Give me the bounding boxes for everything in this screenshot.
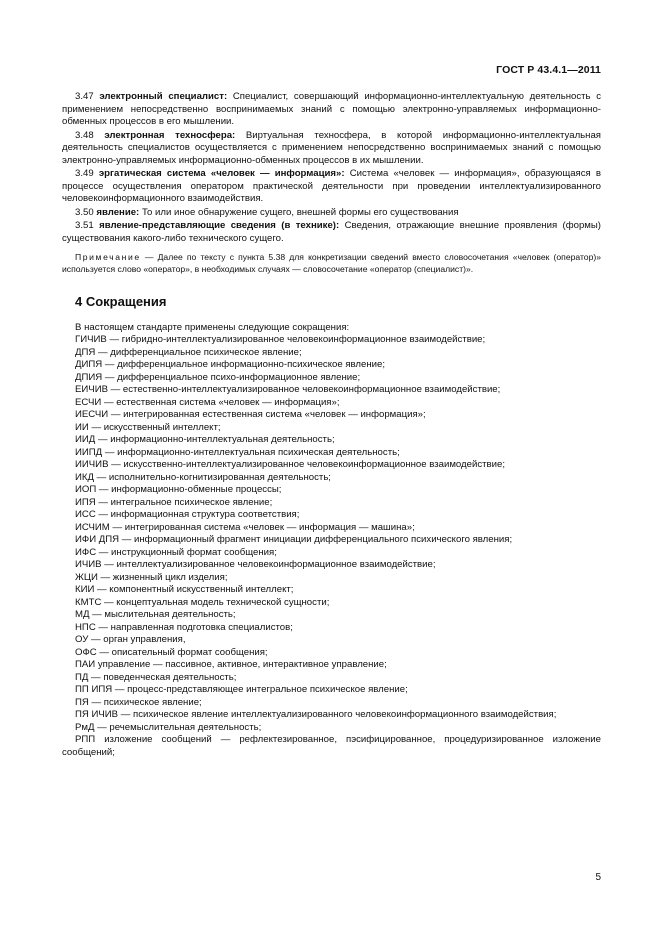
abbreviation-item: ИПЯ — интегральное психическое явление;: [75, 496, 273, 508]
note-label: Примечание: [75, 252, 141, 262]
definition-term: явление:: [96, 206, 140, 218]
definition-item: [62, 220, 601, 245]
abbreviation-item: ИИПД — информационно-интеллектуальная психическая деятельность;: [75, 446, 400, 458]
abbreviation-item: ИСС — информационная структура соответствия;: [75, 509, 300, 521]
definition-number: 3.48: [75, 129, 94, 141]
abbreviation-item: ПЯ — психическое явление;: [75, 696, 202, 708]
definition-item: [62, 168, 601, 206]
abbreviation-item: ОУ — орган управления,: [75, 634, 186, 646]
definition-number: 3.47: [75, 91, 94, 102]
definition-item: [62, 130, 601, 168]
definitions-block: [62, 91, 601, 245]
abbreviation-item: ОФС — описательный формат сообщения;: [75, 646, 268, 658]
definition-term: явление-представляющие сведения (в технике):: [99, 220, 340, 231]
definition-item: [62, 91, 601, 129]
abbreviation-item: ЕСЧИ — естественная система «человек — информация»;: [75, 396, 340, 408]
definition-text: Сведения, отражающие внешние проявления (формы) существования какого-либо технического сущего.: [62, 220, 601, 244]
abbreviation-item: ИКД — исполнительно-когнитизированная деятельность;: [75, 471, 331, 483]
abbreviation-item: ИОП — информационно-обменные процессы;: [75, 484, 282, 496]
abbreviation-item: КМТС — концептуальная модель технической сущности;: [75, 596, 330, 608]
page-content: [62, 91, 601, 759]
abbreviation-item: РПП изложение сообщений — рефлектезированное, пэсифицированное, процедуризированное изложение сообщений;: [62, 734, 601, 758]
abbreviation-item: ДПЯ — дифференциальное психическое явление;: [75, 346, 302, 358]
definition-term: электронная техносфера:: [104, 129, 236, 141]
abbreviation-item: ДИПЯ — дифференциальное информационно-психическое явление;: [75, 359, 386, 371]
abbreviation-item: ИИЧИВ — искусственно-интеллектуализированное человекоинформационное взаимодействие;: [75, 459, 505, 471]
definition-term: эргатическая система «человек — информация»:: [98, 168, 345, 179]
abbreviation-item: ИИ — искусственный интеллект;: [75, 421, 221, 433]
abbreviation-item: ИФИ ДПЯ — информационный фрагмент инициации дифференциального психического явления;: [75, 534, 513, 546]
abbreviation-item: КИИ — компонентный искусственный интеллект;: [75, 584, 294, 596]
abbreviation-item: ПЯ ИЧИВ — психическое явление интеллектуализированного человекоинформационного взаимодействия;: [75, 709, 557, 721]
abbreviation-item: ПД — поведенческая деятельность;: [75, 671, 237, 683]
definition-text: Система «человек — информация», образующаяся в процессе осуществления оператором практической деятельности при проведении интеллектуализированного человекоинформационного взаимодействия.: [62, 168, 601, 204]
abbreviation-item: ГИЧИВ — гибридно-интеллектуализированное человекоинформационное взаимодействие;: [75, 334, 486, 346]
note-paragraph: [62, 252, 601, 276]
definition-number: 3.50: [75, 206, 94, 218]
abbreviation-item: ДПИЯ — дифференциальное психо-информационное явление;: [75, 371, 361, 383]
abbreviation-item: ЕИЧИВ — естественно-интеллектуализированное человекоинформационное взаимодействие;: [75, 384, 501, 396]
abbreviation-item: РмД — речемыслительная деятельность;: [75, 721, 262, 733]
abbreviation-item: ИФС — инструкционный формат сообщения;: [75, 546, 277, 558]
definition-term: электронный специалист:: [99, 91, 228, 102]
definition-item: [62, 207, 601, 220]
abbreviation-item: ИСЧИМ — интегрированная система «человек — информация — машина»;: [75, 521, 415, 533]
abbreviation-item: ИЕСЧИ — интегрированная естественная система «человек — информация»;: [75, 409, 426, 421]
abbreviation-item: НПС — направленная подготовка специалистов;: [75, 621, 293, 633]
definition-text: Специалист, совершающий информационно-интеллектуальную деятельность с применением непосредственно воспринимаемых знаний с помощью электронно-управляемых информационно-обменных процессов в его мышлении.: [62, 91, 602, 127]
definition-number: 3.49: [75, 168, 94, 179]
abbreviation-item: ПАИ управление — пассивное, активное, интерактивное управление;: [75, 659, 387, 671]
page-number: 5: [595, 872, 601, 883]
abbreviation-list: [62, 334, 601, 759]
document-code: ГОСТ Р 43.4.1—2011: [496, 64, 601, 76]
abbreviation-item: ИЧИВ — интеллектуализированное человекоинформационное взаимодействие;: [75, 559, 436, 571]
definition-number: 3.51: [75, 220, 94, 231]
abbreviation-item: ЖЦИ — жизненный цикл изделия;: [75, 571, 228, 583]
abbreviation-item: МД — мыслительная деятельность;: [75, 609, 236, 621]
section-title: 4 Сокращения: [75, 293, 167, 309]
definition-text: То или иное обнаружение сущего, внешней формы его существования: [141, 206, 459, 218]
section-intro: В настоящем стандарте применены следующие сокращения:: [75, 321, 350, 333]
abbreviation-item: ИИД — информационно-интеллектуальная деятельность;: [75, 434, 335, 446]
abbreviation-item: ПП ИПЯ — процесс-представляющее интегральное психическое явление;: [75, 684, 408, 696]
note-text: — Далее по тексту с пункта 5.38 для конкретизации сведений вместо словосочетания «человек (оператор)» используется слово «оператор», в необходимых случаях — словосочетание «оператор (специалист)».: [62, 252, 602, 274]
definition-text: Виртуальная техносфера, в которой информационно-интеллектуальная деятельность специалистов осуществляется с применением непосредственно воспринимаемых знаний с помощью электронно-управляемых информационно-обменных процессов в их мышлении.: [62, 129, 601, 166]
